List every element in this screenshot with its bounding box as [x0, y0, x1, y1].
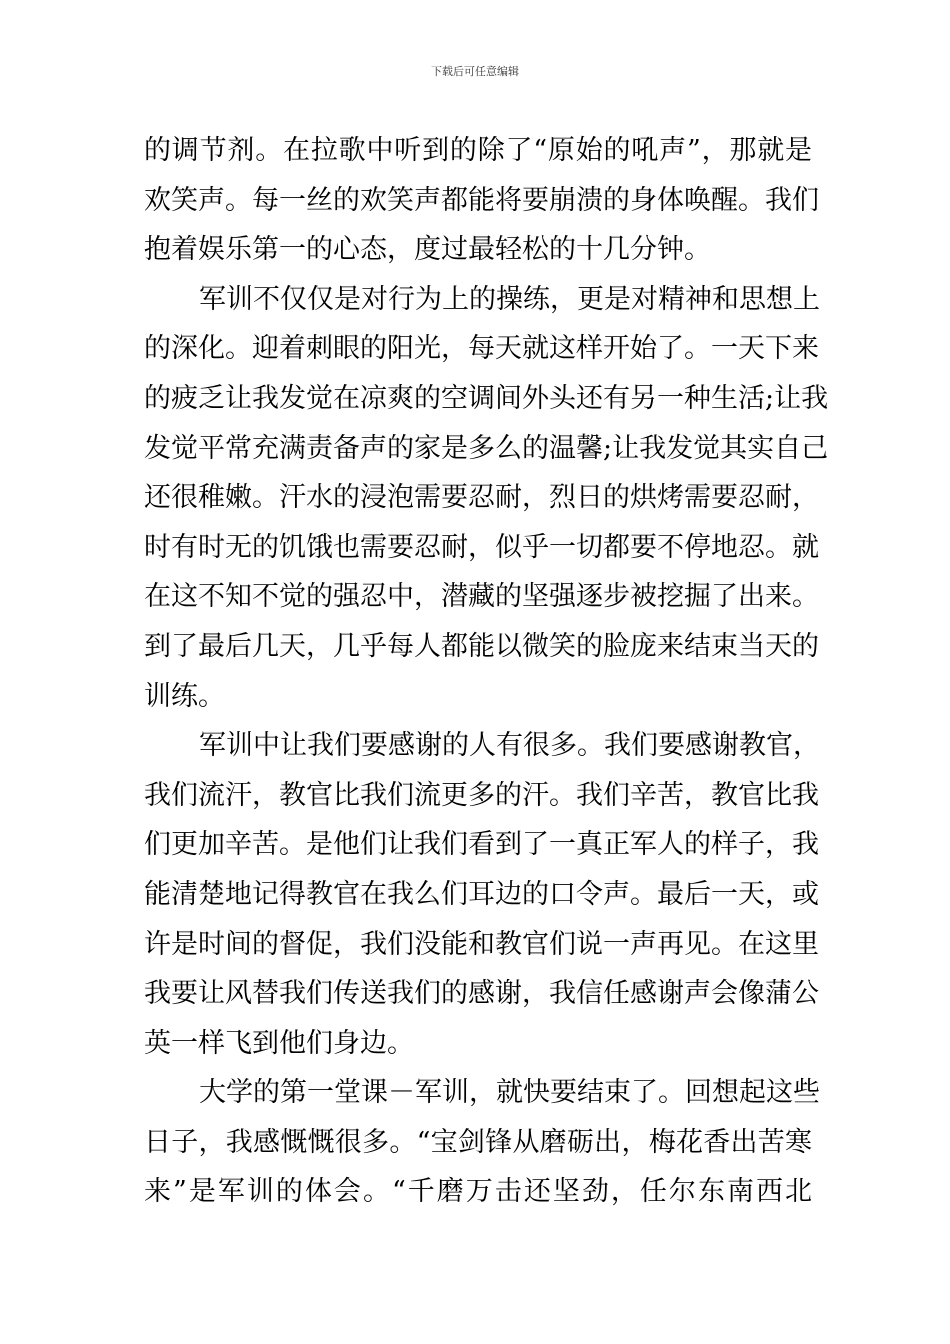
- paragraph-first-line: 军训不仅仅是对行为上的操练，更是对精神和思想上: [199, 283, 820, 315]
- body-text: [144, 126, 829, 1217]
- text-line: 到了最后几天，几乎每人都能以微笑的脸庞来结束当天的: [144, 630, 819, 662]
- text-line: 许是时间的督促，我们没能和教官们说一声再见。在这里: [144, 928, 819, 960]
- text-line: 训练。: [144, 680, 225, 712]
- text-line: 发觉平常充满责备声的家是多么的温馨;让我发觉其实自己: [144, 432, 829, 464]
- paragraph-first-line: 军训中让我们要感谢的人有很多。我们要感谢教官，: [199, 730, 820, 762]
- text-line: 日子，我感慨慨很多。“宝剑锋从磨砺出，梅花香出苦寒: [144, 1126, 812, 1158]
- paragraph-first-line: 大学的第一堂课－军训，就快要结束了。回想起这些: [199, 1077, 820, 1109]
- text-line: 的调节剂。在拉歌中听到的除了“原始的吼声”，那就是: [144, 135, 812, 166]
- text-line: 来”是军训的体会。“千磨万击还坚劲，任尔东南西北: [144, 1176, 812, 1208]
- text-line: 时有时无的饥饿也需要忍耐，似乎一切都要不停地忍。就: [144, 531, 819, 563]
- text-line: 我们流汗，教官比我们流更多的汗。我们辛苦，教官比我: [144, 779, 819, 811]
- text-line: 能清楚地记得教官在我么们耳边的口令声。最后一天，或: [144, 878, 819, 910]
- text-line: 在这不知不觉的强忍中，潜藏的坚强逐步被挖掘了出来。: [144, 581, 819, 613]
- text-line: 欢笑声。每一丝的欢笑声都能将要崩溃的身体唤醒。我们: [144, 184, 819, 216]
- text-line: 抱着娱乐第一的心态，度过最轻松的十几分钟。: [144, 234, 711, 266]
- text-line: 英一样飞到他们身边。: [144, 1027, 414, 1059]
- text-line: 我要让风替我们传送我们的感谢，我信任感谢声会像蒲公: [144, 978, 819, 1010]
- text-line: 的深化。迎着刺眼的阳光，每天就这样开始了。一天下来: [144, 333, 819, 365]
- text-line: 们更加辛苦。是他们让我们看到了一真正军人的样子，我: [144, 829, 819, 861]
- page-header-note: 下载后可任意编辑: [431, 65, 519, 78]
- text-line: 还很稚嫩。汗水的浸泡需要忍耐，烈日的烘烤需要忍耐，: [144, 482, 819, 514]
- text-line: 的疲乏让我发觉在凉爽的空调间外头还有另一种生活;让我: [144, 382, 829, 414]
